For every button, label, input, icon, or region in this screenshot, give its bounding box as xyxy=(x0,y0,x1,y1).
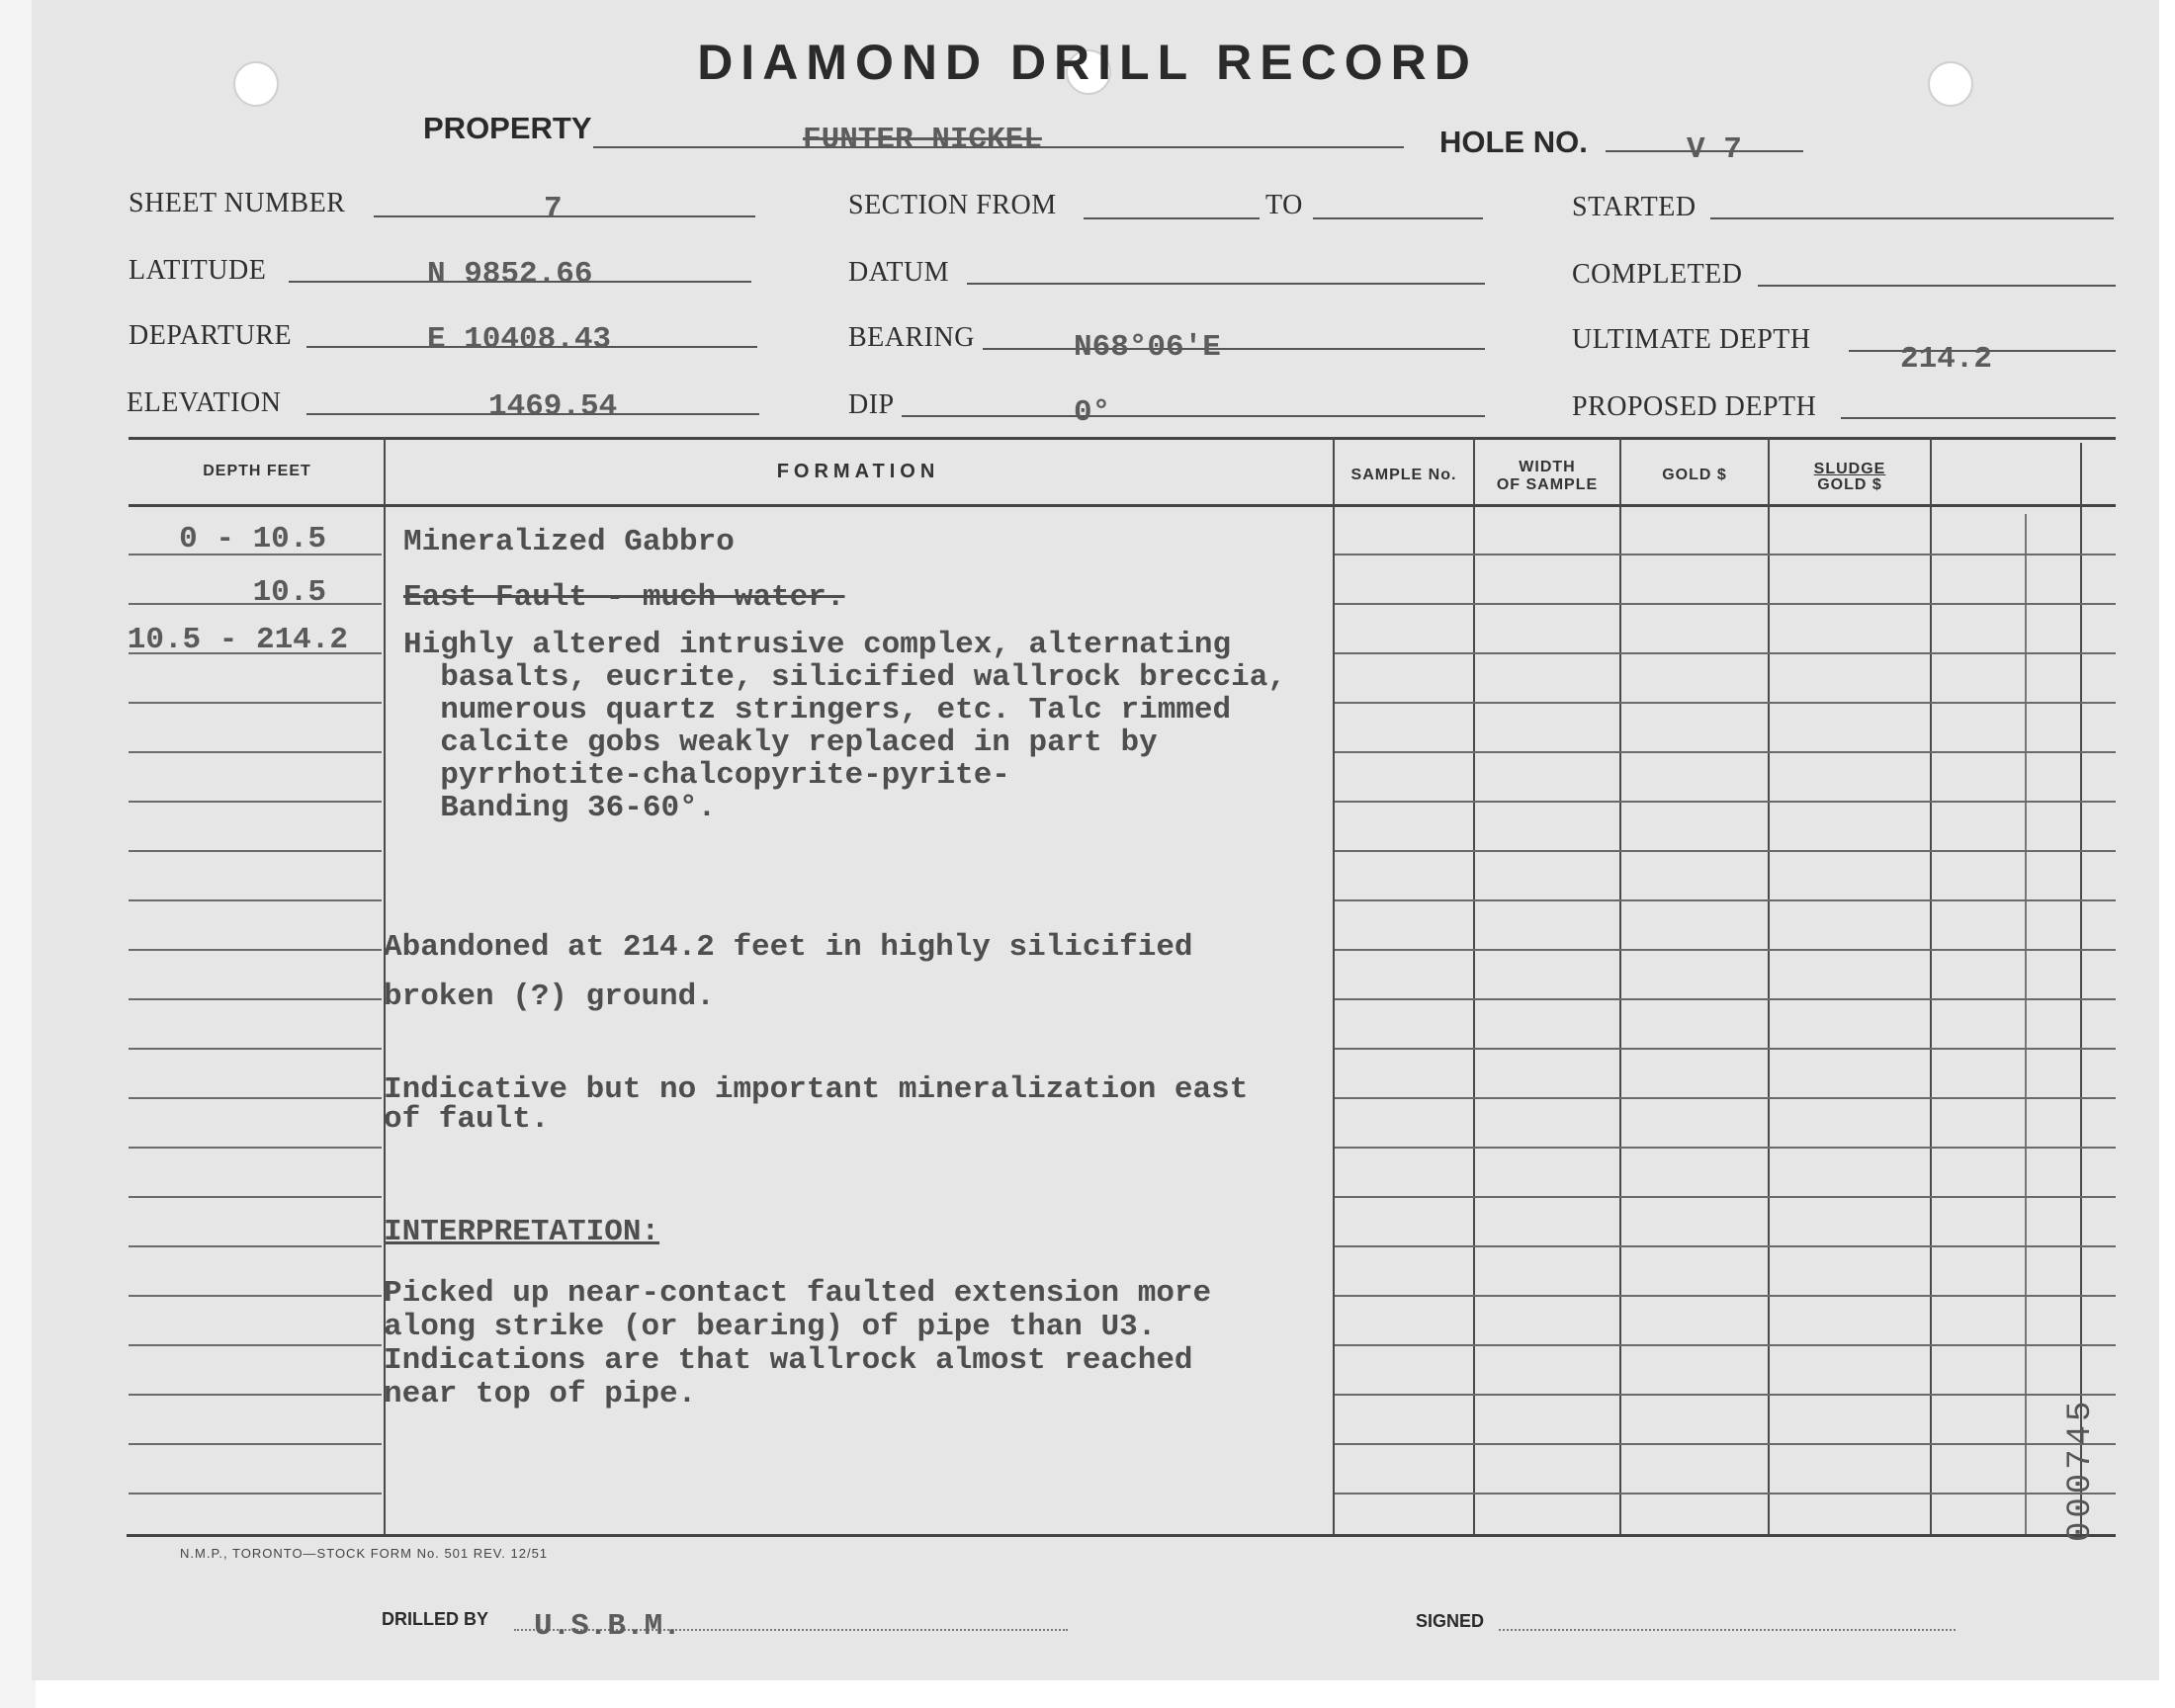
rule-right xyxy=(1335,1394,2116,1396)
rule-right xyxy=(1335,1048,2116,1050)
proposed-depth-line xyxy=(1841,417,2116,419)
ultimate-depth-value: 214.2 xyxy=(1900,342,1993,377)
document-stamp-number: 000745 xyxy=(2062,1397,2100,1542)
rule-left xyxy=(129,1196,382,1198)
bearing-label: BEARING xyxy=(848,322,975,353)
interpretation-heading: INTERPRETATION: xyxy=(384,1215,660,1249)
rule-left xyxy=(129,1048,382,1050)
form-title: DIAMOND DRILL RECORD xyxy=(697,35,1478,90)
latitude-label: LATITUDE xyxy=(129,255,267,286)
header-gold: GOLD $ xyxy=(1662,467,1727,483)
rule-right xyxy=(1335,1245,2116,1247)
rule-right xyxy=(1335,1295,2116,1297)
table-top-rule xyxy=(129,437,2116,440)
rule-right xyxy=(1335,1493,2116,1494)
rule-right xyxy=(1335,751,2116,753)
formation-entry-3: Highly altered intrusive complex, alternating basalts, eucrite, silicified wallrock breccia, numerous quartz stringers, etc. Talc rimmed calcite gobs weakly replaced in part by pyrrhotite-chalcopyrite-pyrite- Banding 36-60°. xyxy=(403,628,1286,825)
depth-entry-3: 10.5 - 214.2 xyxy=(127,623,348,657)
col-divider-formation xyxy=(1333,437,1335,1534)
rule-right xyxy=(1335,1097,2116,1099)
rule-right xyxy=(1335,1196,2116,1198)
rule-left xyxy=(129,949,382,951)
col-divider-width xyxy=(1619,437,1621,1534)
depth-entry-1: 0 - 10.5 xyxy=(179,522,326,556)
rule-left xyxy=(129,801,382,803)
rule-left xyxy=(129,1097,382,1099)
section-from-line xyxy=(1084,217,1260,219)
sheet-number-line xyxy=(374,215,755,217)
datum-line xyxy=(967,283,1485,285)
rule-right xyxy=(1335,1344,2116,1346)
note-indicative: Indicative but no important mineralization east of fault. xyxy=(384,1072,1249,1137)
section-to-label: TO xyxy=(1265,190,1303,220)
note-abandoned: Abandoned at 214.2 feet in highly silicified broken (?) ground. xyxy=(384,930,1193,1014)
formation-entry-2: East Fault - much water. xyxy=(403,580,845,615)
sheet-number-value: 7 xyxy=(544,192,563,226)
rule-right xyxy=(1335,652,2116,654)
rule-right xyxy=(1335,949,2116,951)
dip-label: DIP xyxy=(848,389,895,420)
header-width-1: WIDTH xyxy=(1519,459,1576,475)
dip-line xyxy=(902,415,1485,417)
printer-credit: N.M.P., TORONTO—STOCK FORM No. 501 REV. 12/51 xyxy=(180,1546,549,1561)
departure-value: E 10408.43 xyxy=(427,322,612,357)
header-sample-no: SAMPLE No. xyxy=(1350,467,1457,483)
rule-left xyxy=(129,751,382,753)
property-label: PROPERTY xyxy=(423,111,592,145)
interpretation-text: Picked up near-contact faulted extension more along strike (or bearing) of pipe than U3. Indications are that wallrock almost reached near top of pipe. xyxy=(384,1276,1212,1411)
rule-right xyxy=(1335,801,2116,803)
elevation-value: 1469.54 xyxy=(488,389,618,424)
started-label: STARTED xyxy=(1572,192,1696,222)
rule-right xyxy=(1335,850,2116,852)
formation-entry-1: Mineralized Gabbro xyxy=(403,525,735,559)
drilled-by-value: U.S.B.M. xyxy=(534,1609,681,1644)
col-divider-inner xyxy=(2025,514,2027,1534)
scan-margin xyxy=(0,0,36,1708)
rule-left xyxy=(129,850,382,852)
header-sludge-2: GOLD $ xyxy=(1817,476,1882,493)
header-sludge-1: SLUDGE xyxy=(1813,461,1886,477)
rule-right xyxy=(1335,1443,2116,1445)
rule-left xyxy=(129,899,382,901)
hole-no-value: V 7 xyxy=(1687,132,1742,167)
header-depth: DEPTH FEET xyxy=(203,463,311,479)
rule-left xyxy=(129,1295,382,1297)
sheet-number-label: SHEET NUMBER xyxy=(129,188,346,218)
rule-right xyxy=(1335,1147,2116,1149)
section-to-line xyxy=(1313,217,1483,219)
rule-right xyxy=(1335,998,2116,1000)
hole-no-label: HOLE NO. xyxy=(1439,125,1588,159)
rule-left xyxy=(129,1147,382,1149)
drilled-by-label: DRILLED BY xyxy=(382,1609,488,1629)
rule-right xyxy=(1335,899,2116,901)
datum-label: DATUM xyxy=(848,257,950,288)
rule-left xyxy=(129,1394,382,1396)
col-divider-sample xyxy=(1473,437,1475,1534)
latitude-value: N 9852.66 xyxy=(427,257,593,292)
started-line xyxy=(1710,217,2114,219)
elevation-label: ELEVATION xyxy=(127,387,282,418)
rule-right xyxy=(1335,702,2116,704)
ultimate-depth-label: ULTIMATE DEPTH xyxy=(1572,324,1811,355)
header-formation: FORMATION xyxy=(776,461,940,482)
bearing-line xyxy=(983,348,1485,350)
depth-entry-2: 10.5 xyxy=(252,575,326,610)
property-value: FUNTER NICKEL xyxy=(803,123,1042,157)
rule-right xyxy=(1335,554,2116,555)
dip-value: 0° xyxy=(1074,395,1111,430)
bearing-value: N68°06'E xyxy=(1074,330,1221,365)
completed-label: COMPLETED xyxy=(1572,259,1743,290)
departure-label: DEPARTURE xyxy=(129,320,293,351)
rule-left xyxy=(129,1493,382,1494)
signed-line xyxy=(1499,1629,1956,1631)
table-header-rule xyxy=(129,504,2116,507)
rule-left xyxy=(129,702,382,704)
col-divider-last xyxy=(2080,443,2082,1534)
col-divider-gold xyxy=(1768,437,1770,1534)
completed-line xyxy=(1758,285,2116,287)
rule-left xyxy=(129,1443,382,1445)
table-bottom-rule xyxy=(127,1534,2116,1537)
rule-left xyxy=(129,998,382,1000)
proposed-depth-label: PROPOSED DEPTH xyxy=(1572,391,1817,422)
signed-label: SIGNED xyxy=(1416,1611,1485,1631)
col-divider-sludge xyxy=(1930,437,1932,1534)
rule-left xyxy=(129,1245,382,1247)
header-width-2: OF SAMPLE xyxy=(1496,476,1599,493)
drill-record-sheet xyxy=(32,0,2159,1680)
section-from-label: SECTION FROM xyxy=(848,190,1057,220)
rule-right xyxy=(1335,603,2116,605)
rule-left xyxy=(129,1344,382,1346)
